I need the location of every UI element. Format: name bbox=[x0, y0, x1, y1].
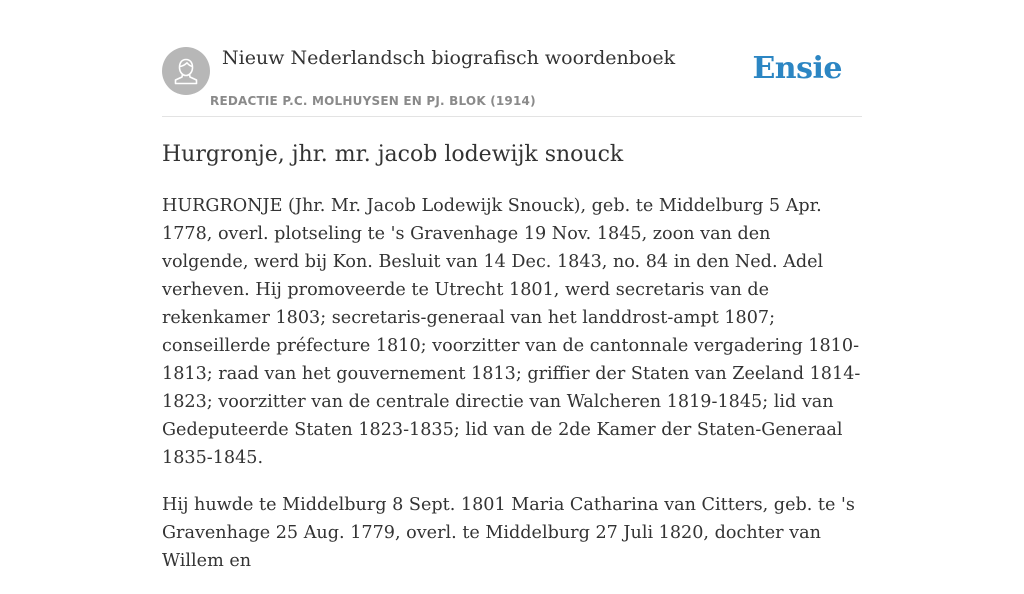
source-title[interactable]: Nieuw Nederlandsch biografisch woordenboek bbox=[222, 47, 676, 69]
user-icon bbox=[162, 47, 210, 95]
page bbox=[162, 0, 862, 571]
source-editors: REDACTIE P.C. MOLHUYSEN EN PJ. BLOK (1914) bbox=[210, 94, 536, 108]
entry-body bbox=[162, 192, 862, 594]
entry-paragraph: Hij huwde te Middelburg 8 Sept. 1801 Maria Catharina van Citters, geb. te 's Gravenhage 25 Aug. 1779, overl. te Middelburg 27 Juli 1820, dochter van Willem en bbox=[162, 495, 855, 571]
entry-paragraph: HURGRONJE (Jhr. Mr. Jacob Lodewijk Snouck), geb. te Middelburg 5 Apr. 1778, overl. plotseling te 's Gravenhage 19 Nov. 1845, zoon van den volgende, werd bij Kon. Besluit van 14 Dec. 1843, no. 84 in den Ned. Adel verheven. Hij promoveerde te Utrecht 1801, werd secretaris van de rekenkamer 1803; secretaris-generaal van het landdrost-ampt 1807; conseillerde préfecture 1810; voorzitter van de cantonnale vergadering 1810-1813; raad van het gouvernement 1813; griffier der Staten van Zeeland 1814-1823; voorzitter van de centrale directie van Walcheren 1819-1845; lid van Gedeputeerde Staten 1823-1835; lid van de 2de Kamer der Staten-Generaal 1835-1845. bbox=[162, 196, 861, 468]
ensie-logo[interactable]: Ensie bbox=[752, 51, 842, 86]
source-header bbox=[162, 0, 862, 117]
entry-title: Hurgronje, jhr. mr. jacob lodewijk snouck bbox=[162, 142, 624, 167]
avatar[interactable] bbox=[162, 47, 210, 95]
